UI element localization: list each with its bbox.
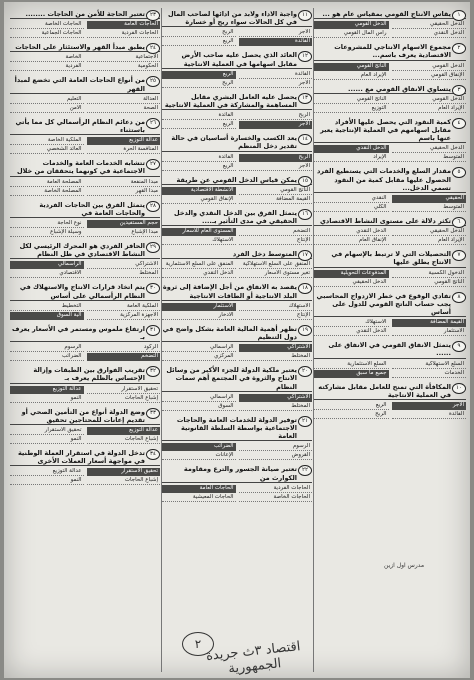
answer-option: الربح	[162, 29, 236, 37]
options-grid	[10, 54, 160, 71]
answer-option: الفائدة	[162, 154, 236, 162]
answer-option: الإيراد	[314, 154, 389, 162]
answer-option: الريع	[162, 38, 236, 46]
options-grid	[162, 71, 312, 88]
question	[10, 10, 160, 38]
selected-answer: التضخم	[87, 353, 161, 361]
selected-answer: الاشتراكي	[239, 394, 313, 402]
answer-option: العائد الشخصي	[10, 146, 84, 154]
question	[162, 134, 312, 170]
selected-answer: المدفوعات التحويلية	[314, 270, 389, 278]
question-text: وضع الدولة أنواع من التأمين الصحي أو تقديم إعانات للمحتاجين تحقيق	[10, 408, 160, 425]
question	[162, 250, 312, 278]
answer-option: المنفق على السلع الاستهلاكية	[239, 261, 313, 269]
selected-answer: الريع	[162, 71, 236, 79]
answer-option: الإنفاق العام	[314, 237, 389, 245]
answer-option: الربح	[314, 411, 389, 419]
question	[162, 10, 312, 46]
answer-option: الحاجات الجماعية	[10, 30, 84, 38]
answer-option: الأجر	[239, 163, 313, 171]
selected-answer: عدالة التوزيع	[10, 386, 84, 394]
answer-option: السلع الاستثمارية	[314, 361, 389, 369]
options-grid	[10, 137, 160, 154]
answer-option: الاستثمار	[392, 328, 467, 336]
answer-option: الحاجات الخاصة	[10, 21, 84, 29]
answer-option: الرسوم	[10, 344, 84, 352]
selected-answer: الدخل القومي	[314, 21, 389, 29]
answer-option: الإنتاج	[239, 237, 313, 245]
question-number: ٣١	[146, 325, 160, 336]
selected-answer: جميع ما سبق	[314, 370, 389, 378]
question-text: من دعائم النظام الرأسمالي كل مما يأتي باستثناء	[10, 118, 160, 135]
answer-option: الدخل الحقيقي	[314, 279, 389, 287]
answer-option: الناتج القومي	[239, 187, 313, 195]
options-grid	[162, 112, 312, 129]
options-grid	[314, 21, 466, 38]
question	[10, 76, 160, 112]
answer-option: المختلط	[87, 270, 161, 278]
question	[314, 383, 466, 419]
answer-option: الاجتماعية	[87, 54, 161, 62]
answer-option: الدخل الحقيقي	[392, 21, 467, 29]
question-text: ارتفاع ملموس ومستمر في الأسعار يعرف بـ	[10, 325, 160, 342]
question-text: يتم اتخاذ قرارات الانتاج والاستهلاك في النظام الرأسمالي على أساس	[10, 283, 160, 300]
question	[10, 449, 160, 485]
options-grid	[10, 220, 160, 237]
selected-answer: تحقيق الاستقرار	[87, 468, 161, 476]
question-text: تدخل الدولة في استقرار العملة الوطنية في مواجهة أسعار العملات الأخرى	[10, 449, 160, 466]
answer-option: المصلحة العامة	[10, 179, 84, 187]
selected-answer: الناتج القومي	[314, 63, 389, 71]
answer-option: الحاجات الفردية	[87, 30, 161, 38]
answer-option: الاستهلاك	[314, 319, 389, 327]
options-grid	[314, 270, 466, 287]
answer-option: المركزي	[162, 353, 236, 361]
question	[314, 292, 466, 337]
question-text: يعد الكسب والخسارة أساسيان في حالة تقدير دخل المنظم	[162, 134, 312, 151]
answer-option: الاستهلاك	[162, 237, 236, 245]
question	[314, 341, 466, 377]
question-number: ١	[452, 10, 466, 21]
answer-option: النمو	[10, 395, 84, 403]
selected-answer: الحاجات العامة	[87, 21, 161, 29]
teacher-signature: مدرس اول ازين	[384, 562, 425, 569]
answer-option: التضخم	[239, 228, 313, 236]
options-grid	[314, 63, 466, 80]
options-grid	[314, 145, 466, 162]
answer-option: المصلحة الخاصة	[10, 188, 84, 196]
answer-option: الرسوم	[239, 443, 313, 451]
question	[162, 283, 312, 319]
options-grid	[162, 29, 312, 46]
question-number: ٩	[452, 341, 466, 352]
question-number: ٤	[452, 118, 466, 129]
selected-answer: آلية السوق	[10, 312, 84, 320]
question	[10, 325, 160, 361]
answer-option: الدخول الكسبية	[392, 270, 467, 278]
question-number: ٣٣	[146, 408, 160, 419]
answer-option: الدخل القومي	[392, 96, 467, 104]
selected-answer: الدخل النقدي	[314, 145, 389, 153]
answer-option: المتوسط	[392, 204, 467, 212]
question-number: ٢٨	[146, 201, 160, 212]
question-text: يتمثل الفرق بين الحاجات الفردية والحاجات العامة في	[10, 201, 160, 218]
question-number: ١٥	[298, 176, 312, 187]
options-grid	[314, 228, 466, 245]
answer-option: الرأسمالي	[162, 394, 236, 402]
question-text: يطبق مبدأ القهر والاستئثار على الحاجات	[10, 43, 160, 52]
answer-option: الاشتراكي	[87, 261, 161, 269]
answer-option: الرأسمالي	[162, 344, 236, 352]
selected-answer: القيمة المضافة	[392, 319, 467, 327]
answer-option: الخاصة	[10, 54, 84, 62]
question-number: ٣٢	[146, 366, 160, 377]
answer-option: الضرائب	[10, 353, 84, 361]
question-text: يتمثل الانفاق القومي في الانفاق على ......	[314, 341, 466, 358]
options-grid	[314, 402, 466, 419]
answer-option: الإعانات	[162, 452, 236, 460]
answer-option: الفائدة	[392, 411, 467, 419]
answer-option: عدالة التوزيع	[10, 468, 84, 476]
question-text: مجموع الاسهام الانتاجي للمشروعات الاقتصادية يعرف باسم...	[314, 43, 466, 60]
options-grid	[314, 96, 466, 113]
selected-answer: الحاجات العامة	[162, 485, 236, 493]
answer-option: المتوسط	[392, 154, 467, 162]
question-text: تعتبر الحاجة للأمن من الحاجات ........	[10, 10, 160, 19]
selected-answer: الضرائب	[162, 443, 236, 451]
answer-option: إشباع الحاجات	[87, 395, 161, 403]
question-number: ٥	[452, 167, 466, 178]
selected-answer: الأجر	[392, 402, 467, 410]
answer-option: الملكية الخاصة	[10, 137, 84, 145]
question	[314, 217, 466, 245]
question-text: تفادي الوقوع في خطر الازدواج المحاسبي يجب حساب الناتج القومي للدول على أساس	[314, 292, 466, 318]
answer-option: الإنتاج	[239, 312, 313, 320]
question-number: ١٣	[298, 93, 312, 104]
question	[10, 366, 160, 402]
selected-answer: عدالة التوزيع	[87, 137, 161, 145]
answer-option: الملكية العامة	[87, 303, 161, 311]
answer-option: الأجر	[239, 80, 313, 88]
question-number: ١٩	[298, 325, 312, 336]
answer-option: الحاجات المعيشية	[162, 494, 236, 502]
answer-option: السوق	[162, 403, 236, 411]
question-text: يتمثل الفرق بين الدخل النقدي والدخل الحقيقي في مدى التأثير بـ....	[162, 209, 312, 226]
question-text: واجبة الاداء ولابد من ادائها لصاحب المال في كل الحالات سواء ربح أو خسارة	[162, 10, 312, 27]
answer-option: الإيراد العام	[392, 237, 467, 245]
options-grid	[314, 319, 466, 336]
answer-option: الناتج القومي	[392, 279, 467, 287]
question	[314, 43, 466, 79]
options-grid	[314, 195, 466, 212]
question-number: ٧	[452, 250, 466, 261]
answer-option: مبدأ المنفعة	[87, 179, 161, 187]
question	[10, 159, 160, 195]
question-number: ٢٦	[146, 118, 160, 129]
answer-option: الفائدة	[239, 71, 313, 79]
options-grid	[10, 96, 160, 113]
question	[162, 416, 312, 461]
options-grid	[10, 427, 160, 444]
answer-option: التعليم	[10, 96, 84, 104]
column-middle	[162, 10, 312, 507]
answer-option: الادخار	[162, 312, 236, 320]
selected-answer: الأنشطة الاقتصادية	[162, 187, 236, 195]
question	[10, 201, 160, 237]
question-text: يحصل عليه العامل البشري مقابل المساهمة والمشاركة في العملية الانتاجية	[162, 93, 312, 110]
question-number: ١٢	[298, 51, 312, 62]
answer-option: وسيلة الإشباع	[10, 229, 84, 237]
options-grid	[162, 394, 312, 411]
question-text: يتساوي الانفاق القومي مع ......	[314, 85, 466, 94]
options-grid	[10, 21, 160, 38]
question-text: يقصد به الانفاق من أجل الإضافة إلى ثروة البلد الانتاجية أو الطاقات الانتاجية	[162, 283, 312, 300]
question-number: ٢١	[298, 416, 312, 427]
answer-option: الإنفاق القومي	[392, 72, 467, 80]
answer-option: مبدأ القهر	[87, 188, 161, 196]
question	[162, 366, 312, 411]
answer-option: الريع	[314, 402, 389, 410]
answer-option: الإنفاق القومي	[162, 196, 236, 204]
question-text: التحصيلات التي لا ترتبط بالإسهام في الانتاج يطلق عليها	[314, 250, 466, 267]
answer-option: المختلط	[239, 403, 313, 411]
selected-answer: المستوى العام للأسعار	[162, 228, 236, 236]
options-grid	[162, 443, 312, 460]
answer-option: الركود	[87, 344, 161, 352]
question-number: ١١	[298, 10, 312, 21]
selected-answer: الاشتراكي	[239, 344, 313, 352]
question-number: ١٧	[298, 250, 312, 261]
answer-option: الاستهلاك	[239, 303, 313, 311]
column-right	[314, 10, 466, 424]
question-text: من أنواع الحاجات العامة التي تخضع لمبدأ القهر	[10, 76, 160, 93]
question-number: ٣٠	[146, 283, 160, 294]
selected-answer: الأجر	[239, 121, 313, 129]
answer-option: التوزيع	[314, 105, 389, 113]
question-text: كمية النقود التي يحصل عليها الأفراد مقابل اسهامهم في العملية الإنتاجية يعبر عنها باسم	[314, 118, 466, 144]
question	[10, 118, 160, 154]
answer-option: الدخل الحقيقي	[392, 228, 467, 236]
answer-option: الريع	[162, 121, 236, 129]
answer-option: السلع الاستهلاكية	[392, 361, 467, 369]
question-number: ٦	[452, 217, 466, 228]
options-grid	[162, 154, 312, 171]
options-grid	[10, 386, 160, 403]
question-text: يمكن قياس الدخل القومي عن طريقة	[162, 176, 312, 185]
answer-option: الخدمات	[392, 370, 467, 378]
answer-option: رأس المال القومي	[314, 30, 389, 38]
question-number: ٢٩	[146, 242, 160, 253]
answer-option: المنفق على السلع الاستثمارية	[162, 261, 236, 269]
options-grid	[314, 361, 466, 378]
selected-answer: الاستثمار	[162, 303, 236, 311]
answer-option: الريع	[162, 163, 236, 171]
options-grid	[162, 187, 312, 204]
handwritten-note: اقتصاد ٣ث جريدة الجمهورية	[205, 639, 302, 677]
question-number: ٢٠	[298, 366, 312, 377]
question	[314, 10, 466, 38]
answer-option: نوع الحاجة	[10, 220, 84, 228]
answer-option: الصحة	[87, 105, 161, 113]
options-grid	[162, 485, 312, 502]
answer-option: الدخل النقدي	[162, 270, 236, 278]
answer-option: مبدأ الإشباع	[87, 229, 161, 237]
answer-option: الناتج القومي	[314, 96, 389, 104]
answer-option: الدخل النقدي	[314, 328, 389, 336]
question	[162, 51, 312, 87]
answer-option: تغير مستوى الأسعار	[239, 270, 313, 278]
question-text: المكافأة التي تمنح للعامل مقابل مشاركته في العملية الانتاجية	[314, 383, 466, 400]
options-grid	[162, 303, 312, 320]
answer-option: النقدي	[314, 195, 389, 203]
question	[10, 43, 160, 71]
selected-answer: حجم المستفيدين	[87, 220, 161, 228]
options-grid	[162, 228, 312, 245]
selected-answer: عدالة التوزيع	[87, 427, 161, 435]
question-number: ٢٥	[146, 76, 160, 87]
selected-answer: الرأسمالي	[10, 261, 84, 269]
question-text: توفير الدولة للخدمات العامة والحاجات الاجتماعية بواسطة السلطة القانونية العامة	[162, 416, 312, 442]
answer-option: تحقيق الاستقرار	[87, 386, 161, 394]
answer-option: الربح	[239, 112, 313, 120]
question-text: يقاس الانتاج القومي بمقياس عام هو ...	[314, 10, 466, 19]
question	[314, 118, 466, 163]
answer-option: الفائدة	[162, 112, 236, 120]
question-text: تعتبر صيانة الجسور والترع ومقاومة الكوارث من	[162, 465, 312, 482]
page-number-circle: ٢	[182, 632, 214, 656]
question-text: المتوسط دخل الفرد	[162, 250, 312, 259]
selected-answer: الربح	[239, 154, 313, 162]
question-number: ١٠	[452, 383, 466, 394]
answer-option: المختلط	[239, 353, 313, 361]
answer-option: الدخل النقدي	[314, 228, 389, 236]
answer-option: القيمة المضافة	[239, 196, 313, 204]
question	[10, 408, 160, 444]
question	[314, 250, 466, 286]
question-text: مقدار السلع والخدمات التي يستطيع الفرد الحصول عليها مقابل كمية من النقود تسمي الدخل...	[314, 167, 466, 193]
question	[162, 176, 312, 204]
question-number: ٢٤	[146, 43, 160, 54]
answer-option: إشباع الحاجات	[87, 436, 161, 444]
question-number: ٢٣	[146, 10, 160, 21]
answer-option: الإيراد العام	[314, 72, 389, 80]
selected-answer: الحقيقي	[392, 195, 467, 203]
question	[314, 85, 466, 113]
question-number: ٨	[452, 292, 466, 303]
question-number: ٣	[452, 85, 466, 96]
question-text: تكثر دلالة على مستوى النشاط الاقتصادي	[314, 217, 466, 226]
question-number: ١٦	[298, 209, 312, 220]
question	[314, 167, 466, 212]
answer-option: الأجهزة المركزية	[87, 312, 161, 320]
answer-option: القروض	[239, 452, 313, 460]
question	[162, 465, 312, 501]
answer-option: الأمن	[10, 105, 84, 113]
selected-answer: الفائدة	[239, 38, 313, 46]
question-text: العائد الذي يحصل عليه صاحب الأرض مقابل اسهامها في العملية الانتاجية	[162, 51, 312, 68]
question-number: ٢٧	[146, 159, 160, 170]
answer-option: الحاجات الفردية	[239, 485, 313, 493]
options-grid	[10, 344, 160, 361]
question-text: الحافز الفردي هو المحرك الرئيسي لكل النشاط الاقتصادي في ظل النظام	[10, 242, 160, 259]
options-grid	[162, 344, 312, 361]
answer-option: تحقيق الاستقرار	[10, 427, 84, 435]
question-number: ٢	[452, 43, 466, 54]
question	[10, 242, 160, 278]
answer-option: العدالة	[87, 96, 161, 104]
options-grid	[162, 261, 312, 278]
answer-option: الدخل القومي	[392, 63, 467, 71]
question-number: ٣٤	[146, 449, 160, 460]
answer-option: الدخل الحقيقي	[392, 145, 467, 153]
answer-option: الحكومية	[87, 63, 161, 71]
question	[10, 283, 160, 319]
answer-option: الأجر	[239, 29, 313, 37]
answer-option: الحاجات الخاصة	[239, 494, 313, 502]
question-text: تتشابه الخدمات العامة والخدمات الاجتماعية في كونهما يتحققان من خلال	[10, 159, 160, 176]
question	[162, 209, 312, 245]
answer-option: النمو	[10, 477, 84, 485]
answer-option: الإيراد العام	[392, 105, 467, 113]
question	[162, 93, 312, 129]
column-left	[10, 10, 160, 490]
options-grid	[10, 261, 160, 278]
question-text: تظهر أهمية المالية العامة بشكل واضح في دول التنظيم	[162, 325, 312, 342]
exam-sheet	[4, 2, 470, 678]
options-grid	[10, 468, 160, 485]
question-number: ١٤	[298, 134, 312, 145]
answer-option: المنافسة الحرة	[87, 146, 161, 154]
options-grid	[10, 303, 160, 320]
question-text: تقريب الفوارق بين الطبقات وإزالة الإحساس بالظلم يعرف بـ	[10, 366, 160, 383]
answer-option: التخطيط	[10, 303, 84, 311]
answer-option: الربح	[162, 80, 236, 88]
options-grid	[10, 179, 160, 196]
question-number: ١٨	[298, 283, 312, 294]
answer-option: النمو	[10, 436, 84, 444]
question-text: يعتبر ملكية الدولة للجزء الأكبر من وسائل الانتاج والثروة في المجتمع أهم سمات النظام	[162, 366, 312, 392]
question-number: ٢٢	[298, 465, 312, 476]
answer-option: الكلي	[314, 204, 389, 212]
answer-option: الفردية	[10, 63, 84, 71]
answer-option: إشباع الحاجات	[87, 477, 161, 485]
answer-option: الاقتصادي	[10, 270, 84, 278]
answer-option: الدخل النقدي	[392, 30, 467, 38]
question	[162, 325, 312, 361]
